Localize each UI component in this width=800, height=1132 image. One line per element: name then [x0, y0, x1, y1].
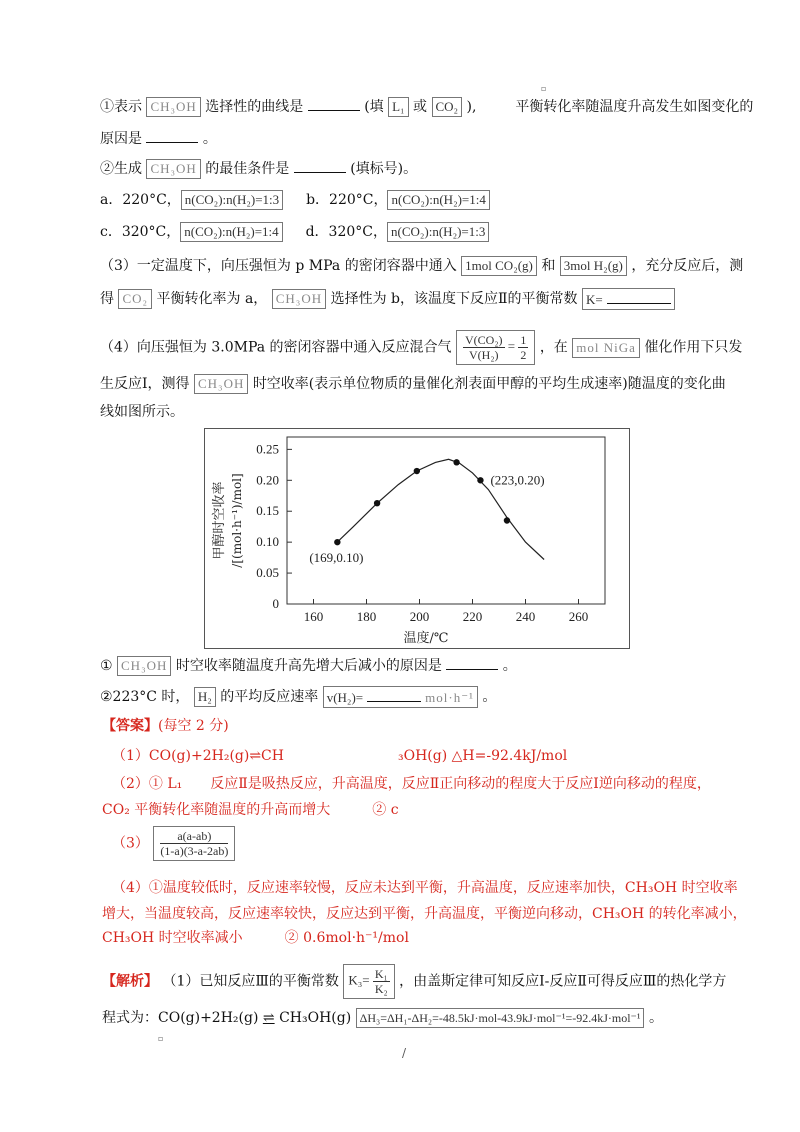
plot-area [287, 437, 605, 604]
k3-box [343, 964, 394, 999]
q2-line3-text: 的最佳条件是 [205, 161, 290, 177]
q2-tail: 平衡转化率随温度升高发生如图变化的 [515, 99, 754, 115]
answer-2-line1: （2）① L₁ 反应Ⅱ是吸热反应，升高温度，反应Ⅱ正向移动的程度大于反应Ⅰ逆向移动的程度， [112, 776, 711, 792]
formula-box: CH₃OH [272, 289, 326, 309]
answer-header [102, 716, 229, 736]
answer-3 [112, 826, 235, 861]
chart-frame [204, 428, 630, 649]
analysis-eq-right: CH₃OH(g) [279, 1010, 352, 1026]
x-tick-label: 180 [356, 609, 377, 624]
answer-1-left: （1）CO(g)+2H₂(g)⇌CH [112, 748, 284, 764]
y-tick-label: 0.10 [256, 534, 279, 550]
answer-blank[interactable] [446, 655, 498, 670]
analysis-title: 【解析】 [102, 973, 158, 990]
formula-box: CO₂ [118, 289, 152, 309]
answer-4-line2: 增大，当温度较高，反应速率较快，反应达到平衡，升高温度，平衡逆向移动，CH₃OH 的转化率减小， [102, 906, 747, 922]
k-label: K= [585, 292, 603, 307]
option-c-label: c．320°C， [100, 224, 181, 240]
ratio-box [456, 330, 535, 365]
x-tick-label: 220 [462, 609, 483, 624]
options-row-2 [100, 222, 489, 242]
answer-1-right: ₃OH(g) △H=-92.4kJ/mol [398, 748, 568, 764]
x-tick-label: 260 [568, 609, 589, 624]
ratio-den: V(H₂) [469, 348, 499, 362]
q3-text: （3）一定温度下，向压强恒为 p MPa 的密闭容器中通入 [100, 258, 457, 274]
y-tick-label: 0.05 [256, 565, 279, 581]
option-d-box: n(CO₂):n(H₂)=1:3 [387, 222, 489, 242]
q2-line3 [100, 158, 417, 179]
paren-open: (填 [364, 99, 384, 115]
q3-text2: 选择性为 b，该温度下反应Ⅱ的平衡常数 [330, 291, 578, 307]
option-b-box: n(CO₂):n(H₂)=1:4 [387, 190, 489, 210]
data-point [504, 517, 510, 523]
q3-tail: ，充分反应后，测 [631, 258, 744, 274]
q2-line1 [100, 96, 753, 117]
half-num: 1 [520, 333, 527, 347]
answer-2-line2: CO₂ 平衡转化率随温度的升高而增大 ② c [102, 802, 399, 818]
k3-label: K₃= [348, 972, 370, 988]
period: 。 [202, 131, 217, 147]
k-fraction [373, 967, 390, 996]
x-axis-label: 温度/℃ [403, 631, 449, 646]
data-point [414, 468, 420, 474]
formula-box: CH₃OH [117, 656, 171, 676]
half-den: 2 [520, 348, 527, 362]
analysis-tail1: ，由盖斯定律可知反应Ⅰ-反应Ⅱ可得反应Ⅲ的热化学方 [399, 973, 727, 990]
answer-3-box [153, 826, 235, 861]
answer-note: (每空 2 分) [158, 718, 229, 734]
option-box: L₁ [388, 97, 408, 117]
formula-box: CH₃OH [146, 97, 200, 117]
or-text: 或 [413, 99, 428, 115]
q3-text1: 平衡转化率为 a， [156, 291, 268, 307]
q4-line2-text: 时空收率(表示单位物质的量催化剂表面甲醇的平均生成速率)随温度的变化曲 [252, 376, 726, 392]
ratio-num: V(CO₂) [465, 333, 503, 347]
answer-blank[interactable] [367, 687, 421, 702]
x-tick-label: 160 [303, 609, 324, 624]
analysis-line1 [102, 964, 726, 999]
answer-blank[interactable] [607, 289, 671, 304]
sub1-text: 时空收率随温度升高先增大后减小的原因是 [175, 658, 442, 674]
q3-line2 [100, 288, 675, 310]
k1: K₁ [374, 967, 388, 981]
q2-line2-text: 原因是 [100, 131, 142, 147]
q2-circle-label: ①表示 [100, 99, 142, 115]
rate-unit: mol·h⁻¹ [425, 690, 474, 705]
sub1-prefix: ① [100, 658, 113, 674]
equilibrium-arrow: ⇌ [262, 1010, 275, 1026]
page-mark: / [402, 1046, 407, 1060]
hint: (填标号)。 [350, 161, 418, 177]
formula-box: H₂ [194, 687, 216, 707]
catalyst-box: mol NiGa [572, 338, 640, 358]
q4-line1 [100, 330, 742, 365]
answer-4-line3: CH₃OH 时空收率减小 ② 0.6mol·h⁻¹/mol [102, 930, 409, 946]
and-text: 和 [541, 258, 556, 274]
y-tick-label: 0.15 [256, 503, 279, 519]
y-axis-label-2: /[(mol·h⁻¹)/mol] [230, 473, 244, 568]
option-a-label: a．220°C， [100, 192, 181, 208]
formula-box: CH₃OH [194, 374, 248, 394]
rate-answer-box[interactable] [323, 686, 478, 708]
top-marker: ▫ [541, 84, 547, 93]
period: 。 [648, 1010, 663, 1026]
paren-close: ), [466, 99, 477, 115]
answer-3-prefix: （3） [112, 835, 149, 852]
k2: K₂ [374, 982, 388, 996]
q2-line2 [100, 128, 217, 149]
data-point [477, 477, 483, 483]
ratio-fraction [463, 333, 505, 362]
option-c-box: n(CO₂):n(H₂)=1:4 [180, 222, 282, 242]
k-answer-box[interactable] [582, 288, 675, 310]
q4-line3-text: 线如图所示。 [100, 404, 184, 420]
option-b-label: b．220°C， [306, 192, 388, 208]
data-point [374, 500, 380, 506]
answer-blank[interactable] [146, 128, 198, 143]
formula-box: 1mol CO₂(g) [461, 256, 537, 276]
option-a-box: n(CO₂):n(H₂)=1:3 [181, 190, 283, 210]
q3-prefix: 得 [100, 291, 114, 307]
q4-sub2 [100, 686, 496, 708]
answer-blank[interactable] [294, 158, 346, 173]
equals: = [507, 338, 516, 354]
analysis-eq-left: 程式为：CO(g)+2H₂(g) [102, 1010, 259, 1026]
analysis-text1: （1）已知反应Ⅲ的平衡常数 [162, 973, 339, 990]
q4-text: （4）向压强恒为 3.0MPa 的密闭容器中通入反应混合气 [100, 339, 452, 356]
y-tick-label: 0 [272, 596, 279, 611]
at-text: ，在 [539, 339, 568, 356]
options-row-1 [100, 190, 490, 210]
q4-tail: 催化作用下只发 [644, 339, 743, 356]
footer-marker: ▫ [158, 1034, 164, 1043]
y-tick-label: 0.20 [256, 472, 279, 488]
answer-3-fraction [160, 829, 228, 858]
option-d-label: d．320°C， [305, 224, 387, 240]
analysis-line2 [102, 1008, 663, 1028]
q3-line1 [100, 256, 743, 276]
formula-box: CH₃OH [146, 159, 200, 179]
period: 。 [482, 689, 497, 705]
answer-blank[interactable] [308, 96, 360, 111]
y-axis-label-1: 甲醇时空收率 [212, 481, 227, 560]
x-tick-label: 240 [515, 609, 536, 624]
y-tick-label: 0.25 [256, 441, 279, 457]
q2-text: 选择性的曲线是 [205, 99, 304, 115]
methanol-yield-chart [205, 429, 629, 648]
data-point [453, 459, 459, 465]
delta-h-box: ΔH₃=ΔH₁-ΔH₂=-48.5kJ·mol-43.9kJ·mol⁻¹=-92.4kJ·mol⁻¹ [356, 1008, 645, 1028]
answer-title: 【答案】 [102, 718, 158, 734]
q4-line2 [100, 374, 726, 394]
answer-3-num: a(a-ab) [160, 829, 228, 844]
answer-4-line1: （4）①温度较低时，反应速率较慢，反应未达到平衡，升高温度，反应速率加快，CH₃OH 时空收率 [112, 880, 738, 896]
q4-sub1 [100, 655, 517, 676]
q2-line3-prefix: ②生成 [100, 161, 142, 177]
data-point [334, 539, 340, 545]
option-box: CO₂ [432, 97, 463, 117]
formula-box: 3mol H₂(g) [560, 256, 627, 276]
q4-line2-prefix: 生反应Ⅰ，测得 [100, 376, 190, 392]
sub2-prefix: ②223°C 时， [100, 689, 190, 705]
period: 。 [502, 658, 517, 674]
rate-label: v(H₂)= [326, 690, 364, 705]
x-tick-label: 200 [409, 609, 430, 624]
annotation-169: (169,0.10) [309, 550, 364, 566]
annotation-223: (223,0.20) [490, 472, 545, 488]
half-fraction [518, 333, 528, 362]
sub2-text: 的平均反应速率 [220, 689, 319, 705]
answer-3-den: (1-a)(3-a-2ab) [160, 844, 229, 858]
q4-line3 [100, 402, 184, 422]
